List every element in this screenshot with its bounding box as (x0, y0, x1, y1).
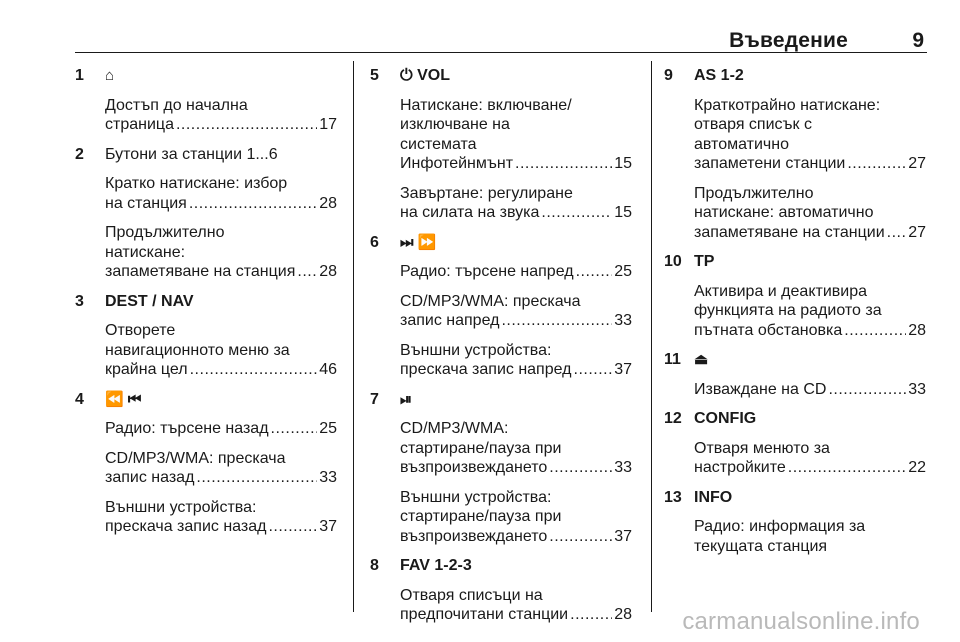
desc-line-ref (400, 154, 632, 174)
page-header (0, 0, 960, 52)
dot-leader (189, 194, 317, 214)
page-ref: 33 (614, 459, 632, 476)
dot-leader (570, 605, 612, 625)
desc-line: настройките (694, 459, 786, 476)
dot-leader (788, 458, 906, 478)
page-ref: 33 (319, 469, 337, 486)
entry-number: 3 (75, 292, 84, 310)
dot-leader (828, 380, 906, 400)
desc-line-ref (400, 458, 632, 478)
page-ref: 22 (908, 459, 926, 476)
column-divider (651, 61, 652, 612)
entry-description (400, 184, 632, 223)
entry-3 (75, 292, 337, 380)
desc-line: натискане: (105, 243, 186, 261)
desc-line: на силата на звука (400, 204, 540, 221)
page-ref: 25 (614, 263, 632, 280)
desc-line-ref (694, 223, 926, 243)
desc-line: Завъртане: регулиране (400, 184, 573, 202)
desc-line: навигационното меню за (105, 341, 290, 359)
dot-leader (190, 360, 318, 380)
entry-8 (370, 556, 632, 625)
entry-1 (75, 66, 337, 135)
desc-line: прескача запис назад (105, 518, 267, 535)
desc-line-ref (105, 115, 337, 135)
page-ref: 27 (908, 155, 926, 172)
home-icon: ⌂ (105, 67, 115, 84)
page-ref: 15 (614, 155, 632, 172)
desc-line-ref (105, 262, 337, 282)
entry-heading: ⏻ VOL (400, 67, 450, 84)
entry-description (694, 517, 926, 556)
entry-description (400, 96, 632, 174)
desc-line: Отваря списъци на (400, 586, 543, 604)
column-3 (664, 66, 926, 566)
dot-leader (844, 321, 906, 341)
desc-line: страница (105, 116, 174, 133)
entry-7 (370, 390, 632, 547)
desc-line-ref (105, 468, 337, 488)
entry-number: 7 (370, 390, 379, 408)
dot-leader (176, 115, 317, 135)
page-ref: 27 (908, 223, 926, 241)
entry-description (400, 488, 632, 547)
entry-description (400, 292, 632, 331)
desc-line-ref (694, 458, 926, 478)
page-ref: 17 (319, 116, 337, 133)
entry-heading: FAV 1-2-3 (400, 557, 472, 574)
desc-line: текущата станция (694, 537, 828, 555)
entry-5 (370, 66, 632, 223)
entry-number: 12 (664, 410, 682, 427)
desc-line-ref (400, 605, 632, 625)
page-ref: 28 (908, 321, 926, 339)
entry-11 (664, 350, 926, 399)
entry-heading: CONFIG (694, 410, 757, 427)
desc-line: Радио: информация за (694, 518, 866, 535)
desc-line: изключване на (400, 116, 510, 133)
entry-description (105, 174, 337, 213)
desc-line: запаметяване на станции (694, 223, 885, 241)
entry-heading: DEST / NAV (105, 292, 194, 310)
entry-12 (664, 409, 926, 478)
dot-leader (549, 527, 612, 547)
entry-description (105, 498, 337, 537)
desc-line: пътната обстановка (694, 321, 843, 339)
desc-line: Радио: търсене напред (400, 263, 574, 280)
page-ref: 46 (319, 361, 337, 378)
page-ref: 37 (614, 527, 632, 545)
desc-line: Изваждане на CD (694, 380, 827, 398)
entry-number: 9 (664, 67, 673, 84)
desc-line: Радио: търсене назад (105, 420, 269, 437)
desc-line: системата (400, 135, 477, 153)
seek-forward-icon: ⏭ ⏩ (400, 233, 437, 251)
entry-heading: Бутони за станции 1...6 (105, 145, 278, 163)
desc-line-ref (400, 262, 632, 282)
desc-line-ref (105, 194, 337, 214)
entry-description (694, 380, 926, 400)
desc-line-ref (400, 311, 632, 331)
desc-line: предпочитани станции (400, 606, 569, 623)
page-ref: 37 (614, 361, 632, 378)
entry-heading: TP (694, 253, 715, 270)
dot-leader (847, 154, 906, 174)
desc-line: Активира и деактивира (694, 282, 867, 300)
entry-description (105, 449, 337, 488)
entry-number: 11 (664, 351, 681, 368)
desc-line: CD/MP3/WMA: прескача (400, 292, 581, 310)
entry-description (694, 96, 926, 174)
entry-description (400, 341, 632, 380)
entry-description (694, 184, 926, 243)
desc-line-ref (400, 527, 632, 547)
desc-line: запис назад (105, 469, 195, 486)
page-ref: 15 (614, 204, 632, 221)
entry-4 (75, 390, 337, 537)
page-ref: 25 (319, 420, 337, 437)
desc-line: възпроизвеждането (400, 527, 548, 545)
entry-description (105, 96, 337, 135)
desc-line: Кратко натискане: избор (105, 175, 288, 192)
seek-back-icon: ⏪ ⏮ (105, 390, 142, 408)
entry-9 (664, 66, 926, 242)
desc-line: Инфотейнмънт (400, 155, 514, 172)
dot-leader (515, 154, 612, 174)
desc-line: крайна цел (105, 361, 188, 378)
desc-line: Натискане: включване/ (400, 96, 572, 114)
page-ref: 28 (614, 606, 632, 623)
page-ref: 37 (319, 518, 337, 535)
dot-leader (887, 223, 907, 243)
entry-number: 4 (75, 390, 84, 408)
entry-description (105, 419, 337, 439)
desc-line: CD/MP3/WMA: (400, 420, 509, 437)
desc-line: запаметени станции (694, 155, 846, 172)
desc-line: Външни устройства: (400, 341, 552, 359)
play-pause-icon: ⏯ (400, 390, 413, 408)
page-ref: 33 (908, 380, 926, 398)
entry-description (400, 586, 632, 625)
eject-icon: ⏏ (694, 351, 709, 368)
desc-line-ref (400, 360, 632, 380)
dot-leader (549, 458, 612, 478)
dot-leader (196, 468, 317, 488)
entry-description (400, 262, 632, 282)
entry-description (105, 321, 337, 380)
header-rule (75, 52, 927, 53)
entry-number: 5 (370, 67, 379, 84)
column-1 (75, 66, 337, 547)
dot-leader (297, 262, 317, 282)
desc-line: запаметяване на станция (105, 263, 296, 280)
entry-number: 1 (75, 67, 84, 84)
page-number: 9 (912, 29, 924, 52)
desc-line: Отворете (105, 322, 176, 339)
desc-line: натискане: автоматично (694, 204, 874, 221)
dot-leader (268, 517, 317, 537)
entry-10 (664, 252, 926, 340)
desc-line: Краткотрайно натискане: (694, 96, 881, 114)
desc-line: запис напред (400, 312, 500, 329)
desc-line-ref (694, 380, 926, 400)
page-ref: 33 (614, 312, 632, 329)
desc-line-ref (400, 203, 632, 223)
entry-number: 8 (370, 557, 379, 574)
desc-line: функцията на радиото за (694, 302, 882, 319)
entry-6 (370, 233, 632, 380)
entry-13 (664, 488, 926, 557)
entry-description (694, 439, 926, 478)
desc-line: прескача запис напред (400, 361, 572, 378)
desc-line: Достъп до начална (105, 96, 248, 114)
desc-line-ref (694, 321, 926, 341)
desc-line: автоматично (694, 135, 789, 153)
desc-line: отваря списък с (694, 116, 812, 133)
entry-number: 6 (370, 233, 379, 251)
desc-line: Отваря менюто за (694, 439, 830, 457)
dot-leader (501, 311, 612, 331)
desc-line: стартиране/пауза при (400, 439, 562, 457)
dot-leader (576, 262, 613, 282)
watermark: carmanualsonline.info (682, 608, 920, 635)
desc-line: Външни устройства: (105, 498, 257, 516)
dot-leader (271, 419, 318, 439)
entry-number: 10 (664, 253, 682, 270)
desc-line-ref (105, 360, 337, 380)
desc-line: стартиране/пауза при (400, 508, 562, 525)
entry-description (105, 223, 337, 282)
entry-number: 13 (664, 488, 682, 506)
desc-line: Външни устройства: (400, 488, 552, 506)
entry-number: 2 (75, 145, 84, 163)
column-2 (370, 66, 632, 635)
page-title: Въведение (729, 29, 848, 52)
desc-line: Продължително (694, 184, 814, 202)
desc-line-ref (105, 517, 337, 537)
entry-description (694, 282, 926, 341)
dot-leader (541, 203, 612, 223)
desc-line-ref (105, 419, 337, 439)
page-ref: 28 (319, 263, 337, 280)
desc-line: CD/MP3/WMA: прескача (105, 449, 286, 467)
desc-line-ref (694, 154, 926, 174)
entry-2 (75, 145, 337, 282)
desc-line: Продължително (105, 224, 225, 241)
page-ref: 28 (319, 194, 337, 212)
entry-description (400, 419, 632, 478)
column-divider (353, 61, 354, 612)
desc-line: възпроизвеждането (400, 459, 548, 476)
entry-heading: INFO (694, 488, 733, 506)
desc-line: на станция (105, 194, 187, 212)
entry-heading: AS 1-2 (694, 67, 744, 84)
dot-leader (574, 360, 613, 380)
